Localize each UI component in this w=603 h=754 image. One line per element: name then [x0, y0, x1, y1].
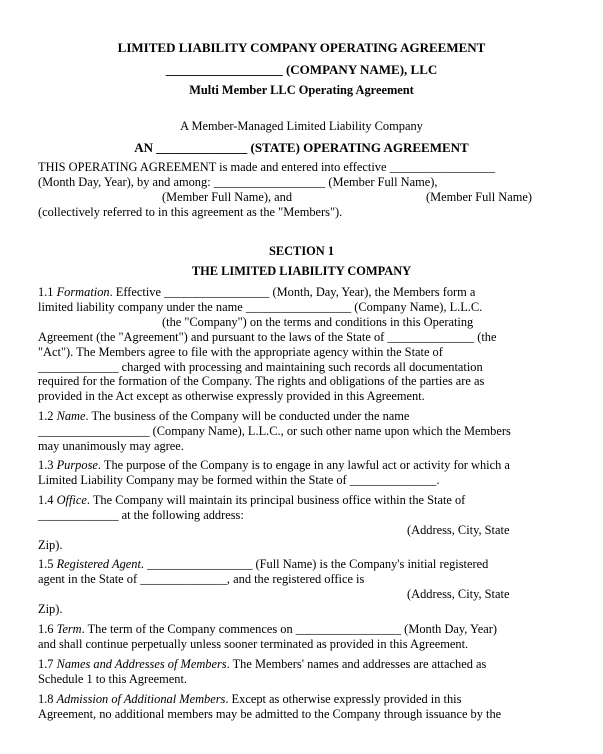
name-line-1: 1.2 Name. The business of the Company will be conducted under the name: [38, 409, 410, 423]
state-agreement-line: AN ______________ (STATE) OPERATING AGREEMENT: [134, 140, 469, 155]
formation-line-6: _____________ charged with processing and maintaining such records all documentation: [38, 360, 483, 374]
agent-line-4: Zip).: [38, 602, 63, 616]
intro-line-1: THIS OPERATING AGREEMENT is made and entered into effective _________________: [38, 160, 495, 174]
agent-line-2: agent in the State of ______________, and the registered office is: [38, 572, 365, 586]
intro-line-4: (collectively referred to in this agreement as the "Members").: [38, 205, 343, 219]
intro-line-3b: (Member Full Name): [426, 190, 532, 204]
document-subtitle: Multi Member LLC Operating Agreement: [189, 83, 414, 97]
admission-line-1: 1.8 Admission of Additional Members. Except as otherwise expressly provided in this: [38, 692, 462, 706]
formation-line-1: 1.1 Formation. Effective _________________ (Month, Day, Year), the Members form a: [38, 285, 476, 299]
formation-line-4: Agreement (the "Agreement") and pursuant to the laws of the State of ______________ (the: [38, 330, 497, 344]
office-line-1: 1.4 Office. The Company will maintain its principal business office within the State of: [38, 493, 466, 507]
agent-line-3: (Address, City, State: [407, 587, 510, 601]
intro-line-2: (Month Day, Year), by and among: __________________ (Member Full Name),: [38, 175, 438, 189]
admission-line-2: Agreement, no additional members may be admitted to the Company through issuance by the: [38, 707, 502, 721]
formation-line-5: "Act"). The Members agree to file with the appropriate agency within the State of: [38, 345, 443, 359]
managed-line: A Member-Managed Limited Liability Company: [180, 119, 423, 133]
term-line-2: and shall continue perpetually unless sooner terminated as provided in this Agreement.: [38, 637, 469, 651]
members-line-2: Schedule 1 to this Agreement.: [38, 672, 188, 686]
intro-line-3a: (Member Full Name), and: [162, 190, 293, 204]
formation-line-2: limited liability company under the name _________________ (Company Name), L.L.C.: [38, 300, 483, 314]
name-line-2: __________________ (Company Name), L.L.C., or such other name upon which the Members: [38, 424, 511, 438]
office-line-2: _____________ at the following address:: [38, 508, 244, 522]
term-line-1: 1.6 Term. The term of the Company commences on _________________ (Month Day, Year): [38, 622, 497, 636]
purpose-line-2: Limited Liability Company may be formed within the State of ______________.: [38, 473, 440, 487]
members-line-1: 1.7 Names and Addresses of Members. The Members' names and addresses are attached as: [38, 657, 487, 671]
purpose-line-1: 1.3 Purpose. The purpose of the Company is to engage in any lawful act or activity for which a: [38, 458, 510, 472]
office-line-3: (Address, City, State: [407, 523, 510, 537]
name-line-3: may unanimously may agree.: [38, 439, 184, 453]
formation-line-8: provided in the Act except as otherwise expressly provided in this Agreement.: [38, 389, 425, 403]
formation-line-3: (the "Company") on the terms and conditions in this Operating: [162, 315, 474, 329]
office-line-4: Zip).: [38, 538, 63, 552]
formation-line-7: required for the formation of the Company. The rights and obligations of the parties are as: [38, 374, 485, 388]
section-heading: SECTION 1: [268, 244, 335, 258]
document-title: LIMITED LIABILITY COMPANY OPERATING AGREEMENT: [117, 40, 486, 55]
company-name-line: __________________ (COMPANY NAME), LLC: [165, 62, 438, 77]
section-title: THE LIMITED LIABILITY COMPANY: [191, 264, 412, 278]
agent-line-1: 1.5 Registered Agent. _________________ (Full Name) is the Company's initial registered: [38, 557, 489, 571]
